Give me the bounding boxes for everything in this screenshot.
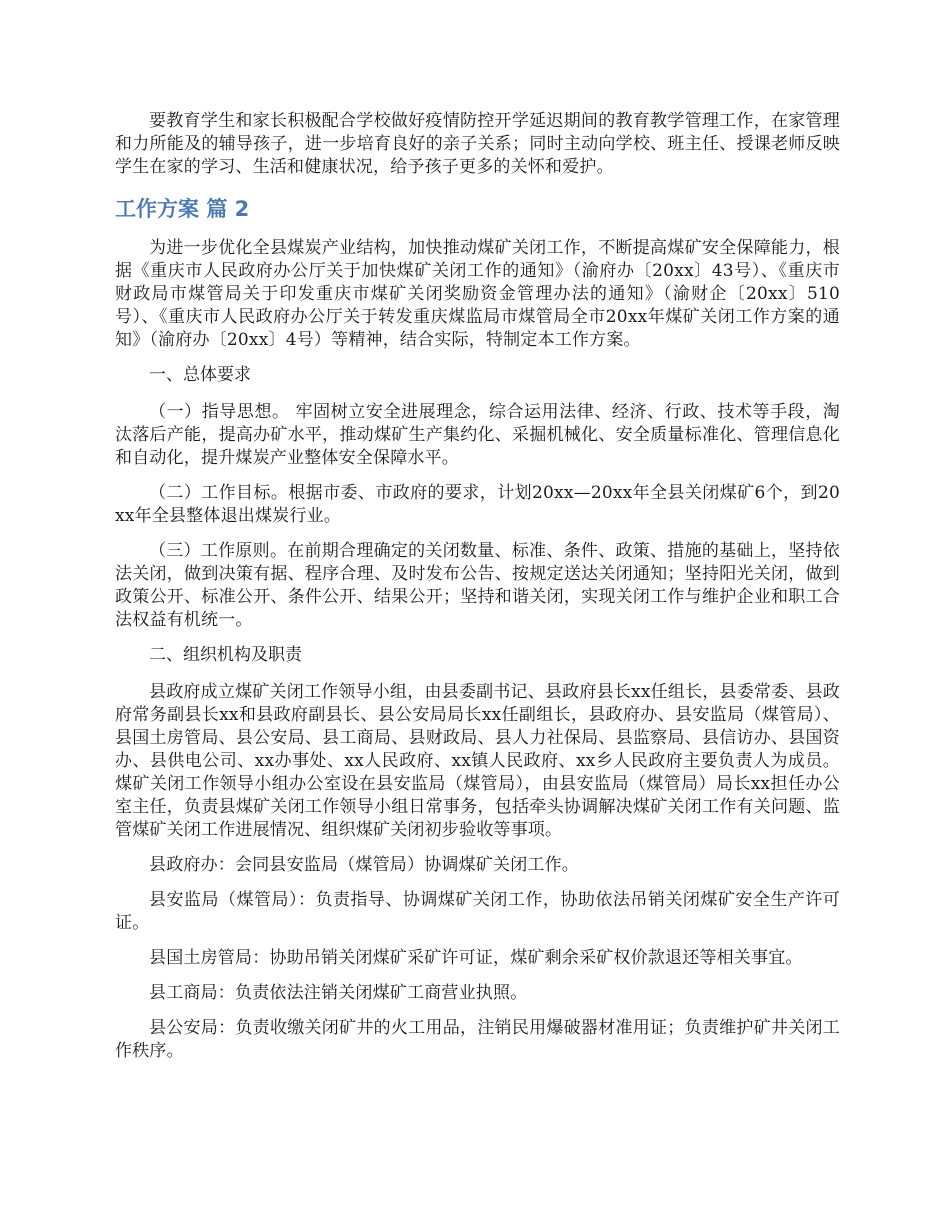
paragraph-county-office: 县政府办：会同县安监局（煤管局）协调煤矿关闭工作。	[149, 855, 579, 875]
intro-paragraph: 要教育学生和家长积极配合学校做好疫情防控开学延迟期间的教育教学管理工作，在家管理和力所能及的辅导孩子，进一步培育良好的亲子关系；同时主动向学校、班主任、授课老师反映学生在家的学习、生活和健康状况，给予孩子更多的关怀和爱护。	[115, 111, 840, 177]
paragraph-police-bureau: 县公安局：负责收缴关闭矿井的火工用品，注销民用爆破器材准用证；负责维护矿井关闭工作秩序。	[115, 1018, 840, 1061]
section-heading	[115, 195, 840, 223]
paragraph-commerce-bureau: 县工商局：负责依法注销关闭煤矿工商营业执照。	[149, 983, 528, 1003]
heading-title: 工作方案	[115, 197, 199, 221]
paragraph-purpose: 为进一步优化全县煤炭产业结构，加快推动煤矿关闭工作，不断提高煤矿安全保障能力，根据《重庆市人民政府办公厅关于加快煤矿关闭工作的通知》（渝府办〔20xx〕43号）、《重庆市财政局市煤管局关于印发重庆市煤矿关闭奖励资金管理办法的通知》（渝财企〔20xx〕510号）、《重庆市人民政府办公厅关于转发重庆煤监局市煤管局全市20xx年煤矿关闭工作方案的通知》（渝府办〔20xx〕4号）等精神，结合实际，特制定本工作方案。	[115, 238, 840, 350]
paragraph-leading-group: 县政府成立煤矿关闭工作领导小组，由县委副书记、县政府县长xx任组长，县委常委、县政府常务副县长xx和县政府副县长、县公安局局长xx任副组长，县政府办、县安监局（煤管局）、县国土房管局、县公安局、县工商局、县财政局、县人力社保局、县监察局、县信访办、县国资办、县供电公司、xx办事处、xx人民政府、xx镇人民政府、xx乡人民政府主要负责人为成员。煤矿关闭工作领导小组办公室设在县安监局（煤管局），由县安监局（煤管局）局长xx担任办公室主任，负责县煤矿关闭工作领导小组日常事务，包括牵头协调解决煤矿关闭工作有关问题、监管煤矿关闭工作进展情况、组织煤矿关闭初步验收等事项。	[115, 682, 840, 840]
paragraph-guiding-ideology: （一）指导思想。 牢固树立安全进展理念，综合运用法律、经济、行政、技术等手段，淘汰落后产能，提高办矿水平，推动煤矿生产集约化、采掘机械化、安全质量标准化、管理信息化和自动化，提升煤炭产业整体安全保障水平。	[115, 402, 840, 468]
section-title-organization: 二、组织机构及职责	[149, 645, 302, 665]
paragraph-work-principle: （三）工作原则。在前期合理确定的关闭数量、标准、条件、政策、措施的基础上，坚持依法关闭，做到决策有据、程序合理、及时发布公告、按规定送达关闭通知；坚持阳光关闭，做到政策公开、标准公开、条件公开、结果公开；坚持和谐关闭，实现关闭工作与维护企业和职工合法权益有机统一。	[115, 541, 840, 630]
paragraph-work-goal: （二）工作目标。根据市委、市政府的要求，计划20xx—20xx年全县关闭煤矿6个，到20xx年全县整体退出煤炭行业。	[115, 483, 840, 526]
document-page	[115, 110, 840, 1075]
paragraph-safety-bureau: 县安监局（煤管局）：负责指导、协调煤矿关闭工作，协助依法吊销关闭煤矿安全生产许可证。	[115, 890, 840, 933]
heading-part: 篇 2	[206, 197, 250, 221]
section-title-general-requirements: 一、总体要求	[149, 365, 251, 385]
paragraph-land-bureau: 县国土房管局：协助吊销关闭煤矿采矿许可证，煤矿剩余采矿权价款退还等相关事宜。	[149, 948, 803, 968]
